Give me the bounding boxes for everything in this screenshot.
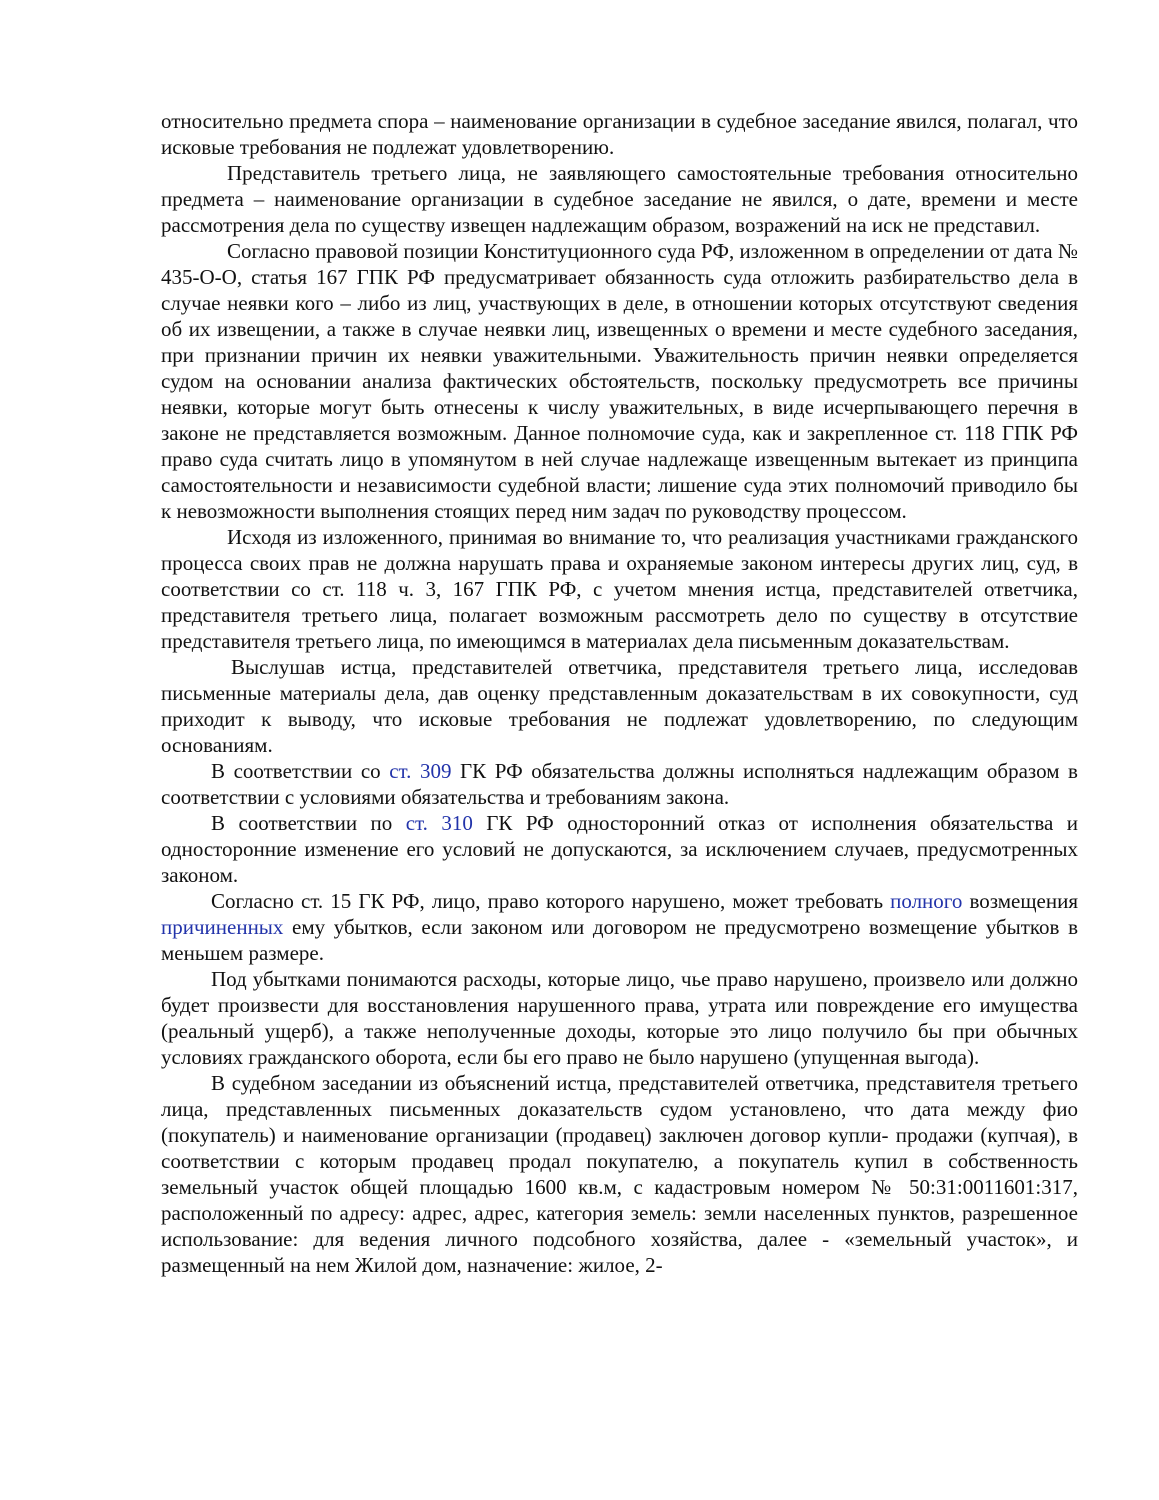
- link-art-310[interactable]: ст. 310: [405, 811, 473, 835]
- link-full[interactable]: полного: [890, 889, 963, 913]
- paragraph-2: Представитель третьего лица, не заявляющего самостоятельные требования относительно предмета – наименование организации в судебное заседание не явился, о дате, времени и месте рассмотрения дела по существу извещен надлежащим образом, возражений на иск не представил.: [161, 161, 1078, 237]
- paragraph-7-text-after: ГК РФ односторонний отказ от исполнения обязательства и односторонние изменение его условий не допускаются, за исключением случаев, предусмотренных законом.: [161, 811, 1079, 887]
- paragraph-8: [161, 888, 1078, 966]
- paragraph-6-text-after: ГК РФ обязательства должны исполняться надлежащим образом в соответствии с условиями обязательства и требованиям закона.: [161, 759, 1078, 809]
- paragraph-4: Исходя из изложенного, принимая во внимание то, что реализация участниками гражданского процесса своих прав не должна нарушать права и охраняемые законом интересы других лиц, суд, в соответствии со ст. 118 ч. 3, 167 ГПК РФ, с учетом мнения истца, представителей ответчика, представителя третьего лица, полагает возможным рассмотреть дело по существу в отсутствие представителя третьего лица, по имеющимся в материалах дела письменным доказательствам.: [161, 525, 1078, 653]
- paragraph-9: Под убытками понимаются расходы, которые лицо, чье право нарушено, произвело или должно будет произвести для восстановления нарушенного права, утрата или повреждение его имущества (реальный ущерб), а также неполученные доходы, которые это лицо получило бы при обычных условиях гражданского оборота, если бы его право не было нарушено (упущенная выгода).: [161, 967, 1078, 1069]
- paragraph-8-text-before: Согласно ст. 15 ГК РФ, лицо, право которого нарушено, может требовать: [211, 889, 891, 913]
- paragraph-7: [161, 810, 1078, 888]
- paragraph-8-text-after: ему убытков, если законом или договором не предусмотрено возмещение убытков в меньшем размере.: [161, 915, 1078, 965]
- paragraph-8-text-middle: возмещения: [962, 889, 1078, 913]
- paragraph-5: Выслушав истца, представителей ответчика, представителя третьего лица, исследовав письменные материалы дела, дав оценку представленным доказательствам в их совокупности, суд приходит к выводу, что исковые требования не подлежат удовлетворению, по следующим основаниям.: [161, 655, 1078, 757]
- paragraph-3: Согласно правовой позиции Конституционного суда РФ, изложенном в определении от дата № 435-О-О, статья 167 ГПК РФ предусматривает обязанность суда отложить разбирательство дела в случае неявки кого – либо из лиц, участвующих в деле, в отношении которых отсутствуют сведения об их извещении, а также в случае неявки лиц, извещенных о времени и месте судебного заседания, при признании причин их неявки уважительными. Уважительность причин неявки определяется судом на основании анализа фактических обстоятельств, поскольку предусмотреть все причины неявки, которые могут быть отнесены к числу уважительных, в виде исчерпывающего перечня в законе не представляется возможным. Данное полномочие суда, как и закрепленное ст. 118 ГПК РФ право суда считать лицо в упомянутом в ней случае надлежаще извещенным вытекает из принципа самостоятельности и независимости судебной власти; лишение суда этих полномочий приводило бы к невозможности выполнения стоящих перед ним задач по руководству процессом.: [161, 239, 1078, 523]
- document-page: [161, 108, 1078, 1278]
- paragraph-6: [161, 758, 1078, 810]
- paragraph-6-text-before: В соответствии со: [211, 759, 390, 783]
- link-caused[interactable]: причиненных: [161, 915, 284, 939]
- link-art-309[interactable]: ст. 309: [389, 759, 452, 783]
- paragraph-7-text-before: В соответствии по: [211, 811, 406, 835]
- paragraph-10: В судебном заседании из объяснений истца, представителей ответчика, представителя третьего лица, представленных письменных доказательств судом установлено, что дата между фио (покупатель) и наименование организации (продавец) заключен договор купли- продажи (купчая), в соответствии с которым продавец продал покупателю, а покупатель купил в собственность земельный участок общей площадью 1600 кв.м, с кадастровым номером № 50:31:0011601:317, расположенный по адресу: адрес, адрес, категория земель: земли населенных пунктов, разрешенное использование: для ведения личного подсобного хозяйства, далее - «земельный участок», и размещенный на нем Жилой дом, назначение: жилое, 2-: [161, 1071, 1078, 1277]
- paragraph-1: относительно предмета спора – наименование организации в судебное заседание явился, полагал, что исковые требования не подлежат удовлетворению.: [161, 109, 1078, 159]
